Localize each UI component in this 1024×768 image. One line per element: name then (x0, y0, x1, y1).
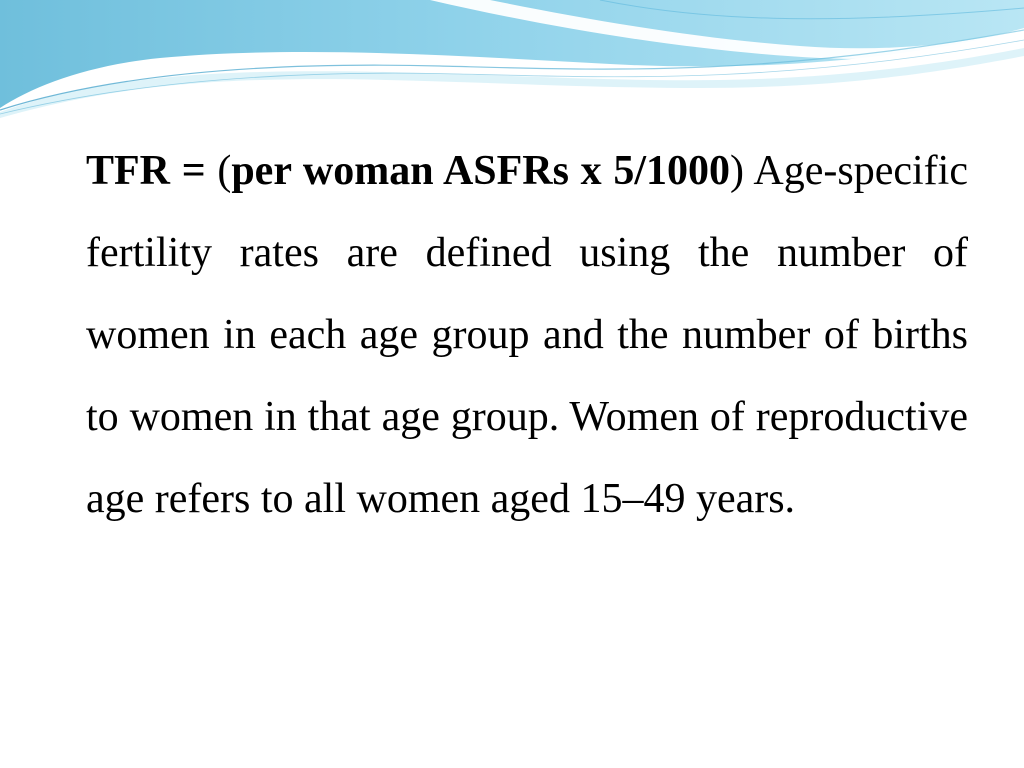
formula-open-paren: ( (217, 148, 232, 194)
formula-equals: = (170, 148, 218, 194)
formula-inner: per woman ASFRs x 5/1000 (231, 148, 731, 194)
header-wave-decoration (0, 0, 1024, 120)
slide-body-text (86, 130, 968, 540)
definition-text: Age-specific fertility rates are defined using the number of women in each age group and the number of births to women in that age group. Women of reproductive age refers to all women aged 15–49 years. (86, 148, 968, 522)
formula-close-paren: ) (730, 148, 745, 194)
formula-tfr: TFR (86, 148, 170, 194)
